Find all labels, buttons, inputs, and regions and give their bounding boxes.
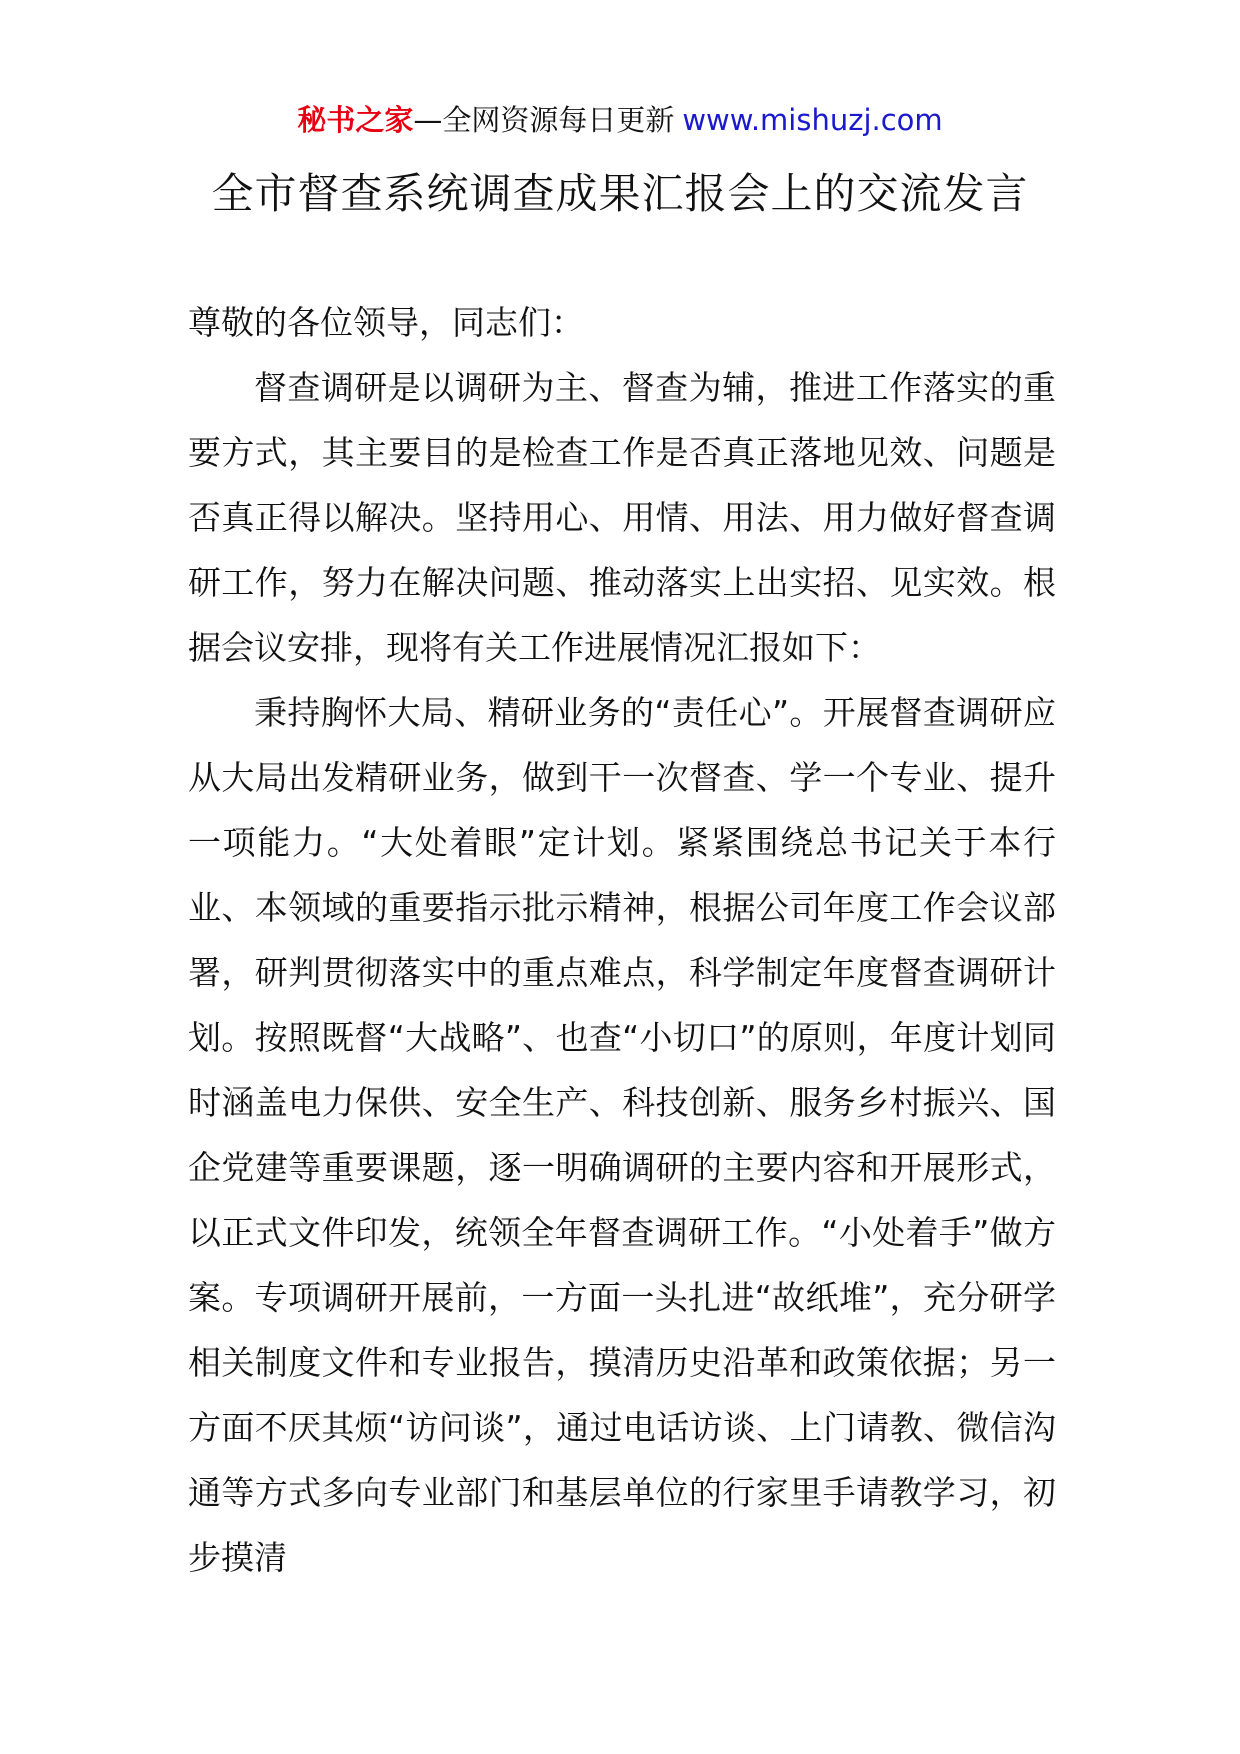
body-paragraph: 督查调研是以调研为主、督查为辅，推进工作落实的重要方式，其主要目的是检查工作是否真正落地见效、问题是否真正得以解决。坚持用心、用情、用法、用力做好督查调研工作，努力在解决问题、推动落实上出实招、见实效。根据会议安排，现将有关工作进展情况汇报如下：	[188, 368, 1056, 667]
site-header	[0, 100, 1240, 140]
salutation: 尊敬的各位领导，同志们：	[188, 303, 584, 342]
document-title: 全市督查系统调查成果汇报会上的交流发言	[211, 169, 1029, 218]
document-body	[188, 290, 1056, 1590]
body-paragraph: 秉持胸怀大局、精研业务的“责任心”。开展督查调研应从大局出发精研业务，做到干一次督查、学一个专业、提升一项能力。“大处着眼”定计划。紧紧围绕总书记关于本行业、本领域的重要指示批示精神，根据公司年度工作会议部署，研判贯彻落实中的重点难点，科学制定年度督查调研计划。按照既督“大战略”、也查“小切口”的原则，年度计划同时涵盖电力保供、安全生产、科技创新、服务乡村振兴、国企党建等重要课题，逐一明确调研的主要内容和开展形式，以正式文件印发，统领全年督查调研工作。“小处着手”做方案。专项调研开展前，一方面一头扎进“故纸堆”，充分研学相关制度文件和专业报告，摸清历史沿革和政策依据；另一方面不厌其烦“访问谈”，通过电话访谈、上门请教、微信沟通等方式多向专业部门和基层单位的行家里手请教学习，初步摸清	[188, 693, 1056, 1577]
site-tagline: —全网资源每日更新	[413, 103, 675, 137]
brand-name: 秘书之家	[297, 103, 414, 137]
site-url-link[interactable]: www.mishuzj.com	[682, 103, 943, 137]
